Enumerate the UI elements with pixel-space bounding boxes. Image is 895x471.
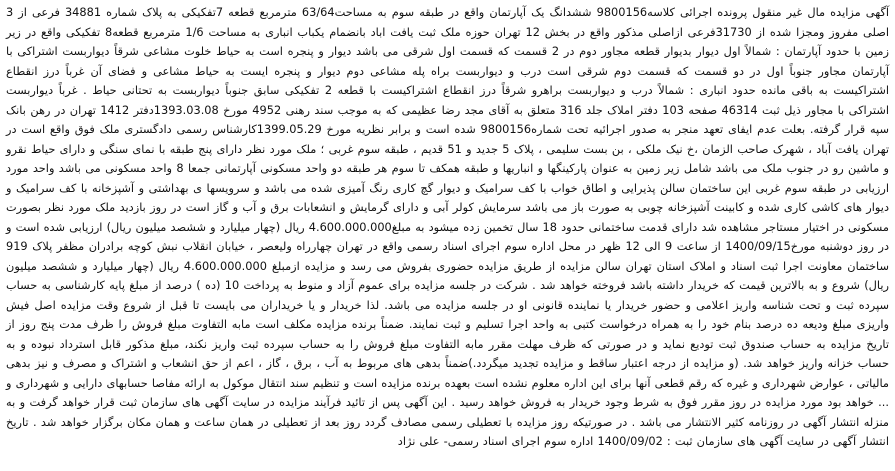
notice-body-text: آگهی مزایده مال غیر منقول پرونده اجرائی کلاسه9800156 ششدانگ یک آپارتمان واقع در طبقه سوم به مساحت63/64 مترمربع قطعه 7تفکیکی به پلاک شماره 34881 فرعی از 3 اصلی مفروز ومجزا شده از 31730فرعی ازاصلی مذکور واقع در بخش 12 تهران حوزه ملک ثبت یافت اباد بانضمام یکباب انباری به مساحت 1/6 مترمربع قطعه8 تفکیکی واقع در زیر زمین با حدود آپارتمان : شمالاً اول دیوار بدیوار قطعه مجاور دوم در 2 قسمت که قسمت اول شرقی می باشد دیوار و پنجره است به حیاط خلوت مشاعی شرقاً دیواربست اشتراکی با آپارتمان مجاور جنوباً اول در دو قسمت که قسمت دوم شرقی است درب و دیواربست براه پله مشاعی دوم دیوار و پنجره ایست به حیاط مشاعی و فضای آن غرباً درز انقطاع اشتراکیست به باقی مانده حدود انباری : شمالاً درب و دیواربست براهرو شرقاً درز انقطاع اشتراکیست با قطعه 2 تفکیکی سابق جنوباً دیواربست به تحتانی حیاط . غرباً دیواربست اشتراکی با مجاور ذیل ثبت 46314 صفحه 103 دفتر املاک جلد 316 متعلق به آقای مجد رضا عظیمی که به موجب سند رهنی 4952 مورخ 1393.03.08دفتر 1412 تهران در رهن بانک سپه قرار گرفته. بعلت عدم ایفای تعهد منجر به صدور اجرائیه تحت شماره9800156 شده است و برابر نظریه مورخ 1399.05.29کارشناس رسمی دادگستری ملک فوق واقع است در تهران یافت آباد ، شهرک صاحب الزمان ،خ نیک ملکی ، بن بست سلیمی ، پلاک 5 جدید و 51 قدیم ، طبقه سوم غربی ؛ ملک مورد نظر دارای پنج طبقه با نمای سنگی و دارای حیاط نقرو و ماشین رو در جنوب ملک می باشد شامل زیر زمین به عنوان پارکینگها و انباریها و طبقه همکف تا سوم هر طبقه دو واحد مسکونی آپارتمانی جمعا 8 واحد مسکونی می باشد واحد مورد ارزیابی در طبقه سوم غربی این ساختمان سالن پذیرایی و اطاق خواب با کف سرامیک و دیوار گچ کاری رنگ آمیزی شده می باشد و سرویسها ی بهداشتی و آشپزخانه با کف سرامیک و دیوار های کاشی کاری شده و کابینت آشپزخانه چوبی به صورت باز می باشد سرمایش کولر آبی و دارای گرمایش و انشعابات برق و آب و گاز است در روز بازدید ملک مورد نظر بصورت مسکونی در اختیار مستاجر مشاهده شد دارای قدمت ساختمانی حدود 18 سال تخمین زده میشود به مبلغ4.600.000.000 ریال (چهار میلیارد و ششصد میلیون ریال) ارزیابی شده است و در روز دوشنبه مورخ1400/09/15 از ساعت 9 الی 12 ظهر در محل اداره سوم اجرای اسناد رسمی واقع در تهران چهارراه ولیعصر ، خیابان انقلاب نبش کوچه برادران مظفر پلاک 919 ساختمان معاونت اجرا ثبت اسناد و املاک استان تهران سالن مزایده از طریق مزایده حضوری بفروش می رسد و مزایده ازمبلغ 4.600.000.000 ریال (چهار میلیارد و ششصد میلیون ریال) شروع و به بالاترین قیمت که خریدار داشته باشد فروخته خواهد شد . شرکت در جلسه مزایده برای عموم آزاد و منوط به پرداخت 10 (ده ) درصد از مبلغ پایه کارشناسی به حساب سپرده ثبت و تحت شناسه واریز اعلامی و حضور خریدار یا نماینده قانونی او در جلسه مزایده می باشد. لذا خریدار و یا خریداران می بایست تا قبل از شروع وقت مزایده اصل فیش واریزی مبلغ ودیعه ده درصد بنام خود را به همراه درخواست کتبی به واحد اجرا تسلیم و ثبت نمایند. ضمناً برنده مزایده مکلف است مابه التفاوت مبلغ فروش را ظرف مدت پنج روز از تاریخ مزایده به حساب صندوق ثبت تودیع نماید و در صورتی که ظرف مهلت مقرر مابه التفاوت مبلغ فروش را به حساب سپرده ثبت واریز نکند، مبلغ مذکور قابل استرداد نبوده و به حساب خزانه واریز خواهد شد. (و مزایده از درجه اعتبار ساقط و مزایده تجدید میگردد.)ضمناً بدهی های مربوط به آب ، برق ، گاز ، اعم از حق انشعاب و اشتراک و مصرف و نیز بدهی مالیاتی ، عوارض شهرداری و غیره که رقم قطعی آنها برای این اداره معلوم نشده است بعهده برنده مزایده است و تنظیم سند انتقال موکول به ارائه مفاصا حسابهای دارایی و شهرداری و ... خواهد بود مورد مزایده در روز مقرر فوق به شرط وجود خریدار به فروش خواهد رسید . این آگهی پس از تائید فرآیند مزایده در سایت آگهی های سازمان ثبت قرار خواهد گرفت و به منزله انتشار آگهی در روزنامه کثیر الانتشار می باشد . در صورتیکه روز مزایده با تعطیلی رسمی مصادف گردد روز بعد از تعطیلی در همان ساعت و همان مکان برگزار خواهد شد . تاریخ انتشار آگهی در سایت آگهی های سازمان ثبت : 1400/09/02 اداره سوم اجرای اسناد رسمی- علی نژاد [6, 5, 890, 448]
